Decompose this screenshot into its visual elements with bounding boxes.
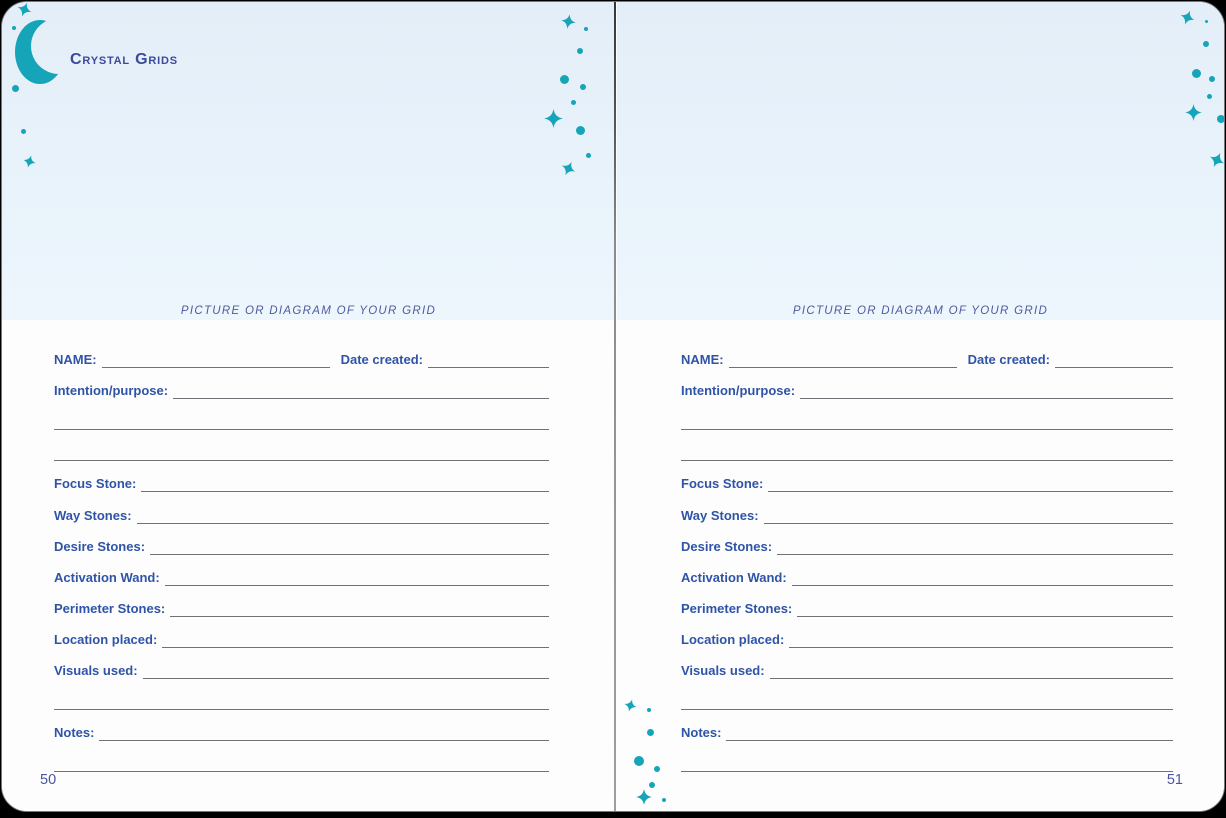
notes-label: Notes:	[54, 725, 95, 741]
intention-extra-line-2[interactable]	[54, 429, 549, 461]
form-row-location-placed	[54, 617, 549, 648]
crystal-grid-form	[2, 320, 615, 772]
four-point-star-icon	[622, 697, 638, 713]
form-row-perimeter-stones	[54, 586, 549, 617]
dot-icon	[21, 129, 26, 134]
activation-wand-label: Activation Wand:	[681, 569, 787, 585]
intention-extra-line-1[interactable]	[54, 398, 549, 430]
desire-stones-input-line[interactable]	[150, 523, 549, 555]
page-number-right: 51	[1166, 772, 1183, 788]
form-row-way-stones	[54, 492, 549, 523]
activation-wand-input-line[interactable]	[165, 554, 549, 586]
book-spine-divider	[614, 2, 616, 811]
dot-icon	[586, 153, 591, 158]
dot-icon	[576, 126, 585, 135]
focus-stone-label: Focus Stone:	[681, 476, 764, 492]
date-created-input-line[interactable]	[428, 336, 549, 368]
dot-icon	[12, 85, 19, 92]
perimeter-stones-label: Perimeter Stones:	[54, 600, 166, 616]
dot-icon	[654, 766, 660, 772]
dot-icon	[649, 782, 655, 788]
form-row-activation-wand	[54, 555, 549, 586]
form-row-way-stones	[681, 492, 1173, 523]
activation-wand-input-line[interactable]	[792, 554, 1173, 586]
notes-extra-line[interactable]	[54, 740, 549, 772]
four-point-star-icon	[559, 12, 576, 29]
perimeter-stones-input-line[interactable]	[797, 585, 1173, 617]
desire-stones-input-line[interactable]	[777, 523, 1173, 555]
dot-icon	[12, 26, 16, 30]
location-placed-label: Location placed:	[54, 631, 158, 647]
form-row-name-date	[681, 337, 1173, 368]
form-row-blank	[681, 741, 1173, 772]
visuals-used-input-line[interactable]	[770, 647, 1173, 679]
dot-icon	[1217, 115, 1225, 123]
visuals-used-input-line[interactable]	[143, 647, 549, 679]
perimeter-stones-label: Perimeter Stones:	[681, 600, 793, 616]
form-row-perimeter-stones	[681, 586, 1173, 617]
dot-icon	[1205, 20, 1208, 23]
date-created-input-line[interactable]	[1055, 336, 1173, 368]
four-point-star-icon	[544, 109, 563, 128]
notes-label: Notes:	[681, 725, 722, 741]
form-row-desire-stones	[681, 524, 1173, 555]
dot-icon	[580, 84, 586, 90]
intention-extra-line-2[interactable]	[681, 429, 1173, 461]
way-stones-label: Way Stones:	[681, 507, 759, 523]
dot-icon	[647, 729, 654, 736]
form-row-blank	[681, 430, 1173, 461]
notes-input-line[interactable]	[99, 709, 549, 741]
form-row-blank	[54, 399, 549, 430]
form-row-focus-stone	[681, 461, 1173, 492]
intention-input-line[interactable]	[800, 367, 1173, 399]
book-spread	[1, 1, 1225, 812]
page-left-header-area	[2, 2, 615, 320]
page-title: Crystal Grids	[70, 51, 178, 68]
desire-stones-label: Desire Stones:	[54, 538, 146, 554]
focus-stone-label: Focus Stone:	[54, 476, 137, 492]
dot-icon	[647, 708, 651, 712]
visuals-extra-line[interactable]	[681, 678, 1173, 710]
crystal-grid-form	[617, 320, 1224, 772]
form-row-activation-wand	[681, 555, 1173, 586]
four-point-star-icon	[1185, 104, 1202, 121]
way-stones-input-line[interactable]	[137, 491, 549, 523]
desire-stones-label: Desire Stones:	[681, 538, 773, 554]
intention-input-line[interactable]	[173, 367, 549, 399]
form-row-blank	[54, 679, 549, 710]
visuals-used-label: Visuals used:	[54, 663, 138, 679]
date-created-label: Date created:	[340, 352, 423, 368]
focus-stone-input-line[interactable]	[141, 460, 549, 492]
dot-icon	[577, 48, 583, 54]
name-label: NAME:	[54, 352, 97, 368]
dot-icon	[571, 100, 576, 105]
form-row-notes	[681, 710, 1173, 741]
name-input-line[interactable]	[102, 336, 330, 368]
intention-extra-line-1[interactable]	[681, 398, 1173, 430]
book-logo	[14, 18, 234, 98]
form-row-name-date	[54, 337, 549, 368]
dot-icon	[584, 27, 588, 31]
notes-extra-line[interactable]	[681, 740, 1173, 772]
page-left-form-area	[2, 320, 615, 811]
dot-icon	[634, 756, 644, 766]
form-row-visuals-used	[681, 648, 1173, 679]
page-right-header-area	[617, 2, 1224, 320]
form-row-visuals-used	[54, 648, 549, 679]
location-placed-input-line[interactable]	[789, 616, 1173, 648]
form-row-blank	[54, 741, 549, 772]
form-row-intention	[681, 368, 1173, 399]
focus-stone-input-line[interactable]	[768, 460, 1173, 492]
form-row-desire-stones	[54, 524, 549, 555]
dot-icon	[1209, 76, 1215, 82]
picture-caption: PICTURE OR DIAGRAM OF YOUR GRID	[180, 305, 437, 317]
picture-caption: PICTURE OR DIAGRAM OF YOUR GRID	[792, 305, 1049, 317]
location-placed-input-line[interactable]	[162, 616, 549, 648]
dot-icon	[1207, 94, 1212, 99]
way-stones-label: Way Stones:	[54, 507, 132, 523]
dot-icon	[662, 798, 666, 802]
form-row-notes	[54, 710, 549, 741]
crescent-moon-icon	[14, 18, 66, 86]
form-row-blank	[681, 679, 1173, 710]
intention-label: Intention/purpose:	[54, 383, 169, 399]
perimeter-stones-input-line[interactable]	[170, 585, 549, 617]
page-number-left: 50	[40, 772, 57, 788]
intention-label: Intention/purpose:	[681, 383, 796, 399]
form-row-location-placed	[681, 617, 1173, 648]
page-right-form-area	[617, 320, 1224, 811]
page-right	[617, 2, 1224, 811]
dot-icon	[560, 75, 569, 84]
name-label: NAME:	[681, 352, 724, 368]
way-stones-input-line[interactable]	[764, 491, 1173, 523]
form-row-blank	[681, 399, 1173, 430]
page-left	[2, 2, 615, 811]
form-row-focus-stone	[54, 461, 549, 492]
four-point-star-icon	[21, 153, 37, 169]
four-point-star-icon	[636, 789, 652, 805]
form-row-blank	[54, 430, 549, 461]
dot-icon	[1203, 41, 1209, 47]
visuals-used-label: Visuals used:	[681, 663, 765, 679]
name-input-line[interactable]	[729, 336, 957, 368]
form-row-intention	[54, 368, 549, 399]
notes-input-line[interactable]	[726, 709, 1173, 741]
dot-icon	[1192, 69, 1201, 78]
activation-wand-label: Activation Wand:	[54, 569, 160, 585]
date-created-label: Date created:	[967, 352, 1050, 368]
visuals-extra-line[interactable]	[54, 678, 549, 710]
location-placed-label: Location placed:	[681, 631, 785, 647]
